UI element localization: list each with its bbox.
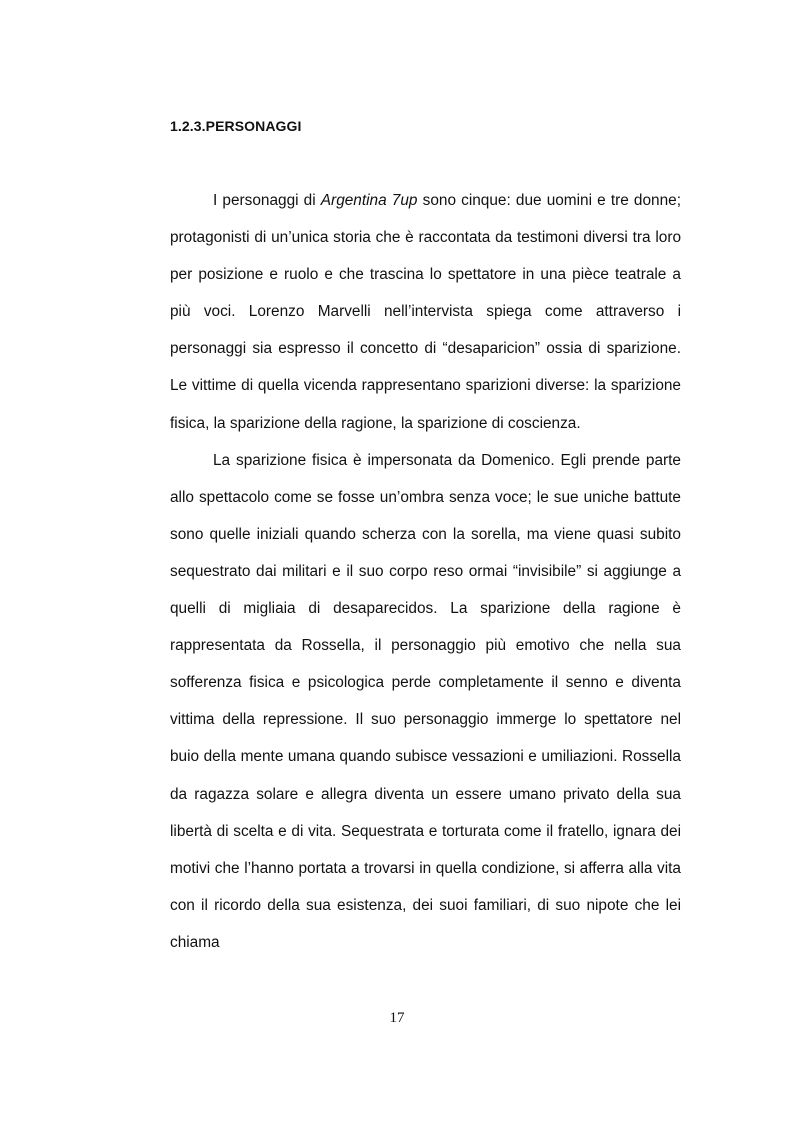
play-title: Argentina 7up — [320, 192, 418, 209]
paragraph-intro — [170, 182, 681, 442]
section-heading: 1.2.3.PERSONAGGI — [170, 118, 302, 134]
paragraph-intro-start: I personaggi di — [213, 192, 321, 209]
paragraph-characters: La sparizione fisica è impersonata da Domenico. Egli prende parte allo spettacolo come se fosse un’ombra senza voce; le sue uniche battute sono quelle iniziali quando scherza con la sorella, ma viene quasi subito sequestrato dai militari e il suo corpo reso ormai “invisibile” si aggiunge a quelli di migliaia di desaparecidos. La sparizione della ragione è rappresentata da Rossella, il personaggio più emotivo che nella sua sofferenza fisica e psicologica perde completamente il senno e diventa vittima della repressione. Il suo personaggio immerge lo spettatore nel buio della mente umana quando subisce vessazioni e umiliazioni. Rossella da ragazza solare e allegra diventa un essere umano privato della sua libertà di scelta e di vita. Sequestrata e torturata come il fratello, ignara dei motivi che l’hanno portata a trovarsi in quella condizione, si afferra alla vita con il ricordo della sua esistenza, dei suoi familiari, di suo nipote che lei chiama — [170, 451, 681, 951]
paragraph-intro-rest: sono cinque: due uomini e tre donne; protagonisti di un’unica storia che è raccontata da testimoni diversi tra loro per posizione e ruolo e che trascina lo spettatore in una pièce teatrale a più voci. Lorenzo Marvelli nell’intervista spiega come attraverso i personaggi sia espresso il concetto di “desaparicion” ossia di sparizione. Le vittime di quella vicenda rappresentano sparizioni diverse: la sparizione fisica, la sparizione della ragione, la sparizione di coscienza. — [170, 192, 682, 432]
body-text — [170, 182, 681, 961]
page-number: 17 — [389, 1010, 405, 1026]
